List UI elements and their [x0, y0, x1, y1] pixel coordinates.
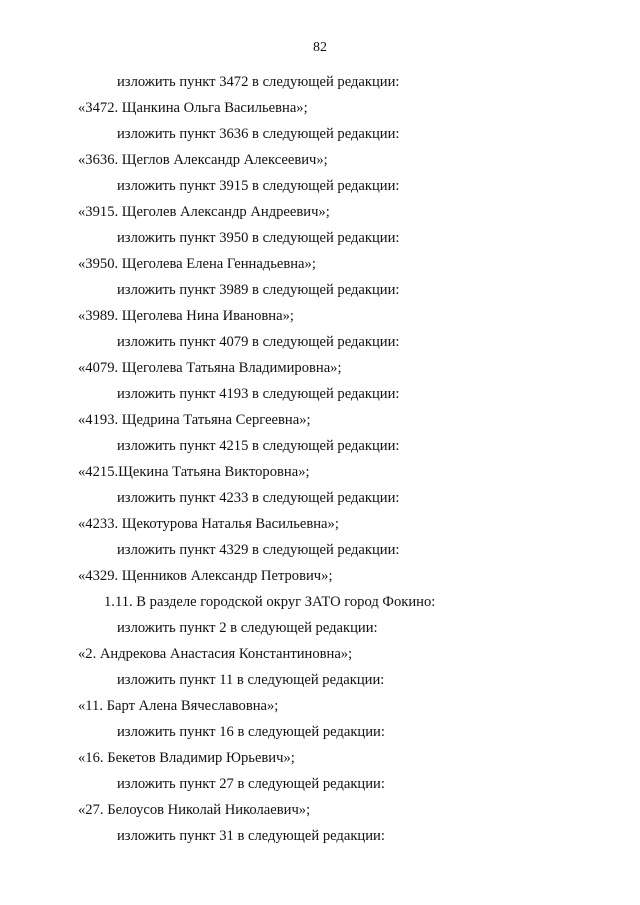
instruction-line: изложить пункт 3915 в следующей редакции:: [117, 178, 400, 194]
entry-line: «4215.Щекина Татьяна Викторовна»;: [78, 464, 310, 480]
entry-line: «4079. Щеголева Татьяна Владимировна»;: [78, 360, 342, 376]
instruction-line: изложить пункт 4329 в следующей редакции:: [117, 542, 400, 558]
entry-line: «4329. Щенников Александр Петрович»;: [78, 568, 333, 584]
entry-line: «3989. Щеголева Нина Ивановна»;: [78, 308, 294, 324]
entry-line: «3915. Щеголев Александр Андреевич»;: [78, 204, 330, 220]
entry-line: «27. Белоусов Николай Николаевич»;: [78, 802, 311, 818]
instruction-line: изложить пункт 4215 в следующей редакции:: [117, 438, 400, 454]
page-number: 82: [313, 40, 327, 55]
instruction-line: изложить пункт 3636 в следующей редакции:: [117, 126, 400, 142]
section-heading: 1.11. В разделе городской округ ЗАТО город Фокино:: [104, 594, 436, 610]
instruction-line: изложить пункт 3472 в следующей редакции:: [117, 74, 400, 90]
entry-line: «11. Барт Алена Вячеславовна»;: [78, 698, 279, 714]
entry-line: «4193. Щедрина Татьяна Сергеевна»;: [78, 412, 311, 428]
instruction-line: изложить пункт 4193 в следующей редакции:: [117, 386, 400, 402]
instruction-line: изложить пункт 16 в следующей редакции:: [117, 724, 385, 740]
entry-line: «16. Бекетов Владимир Юрьевич»;: [78, 750, 295, 766]
instruction-line: изложить пункт 4079 в следующей редакции:: [117, 334, 400, 350]
entry-line: «4233. Щекотурова Наталья Васильевна»;: [78, 516, 339, 532]
entry-line: «3472. Щанкина Ольга Васильевна»;: [78, 100, 308, 116]
document-body: [0, 73, 640, 853]
instruction-line: изложить пункт 3989 в следующей редакции:: [117, 282, 400, 298]
entry-line: «3950. Щеголева Елена Геннадьевна»;: [78, 256, 316, 272]
entry-line: «3636. Щеглов Александр Алексеевич»;: [78, 152, 328, 168]
instruction-line: изложить пункт 4233 в следующей редакции:: [117, 490, 400, 506]
entry-line: «2. Андрекова Анастасия Константиновна»;: [78, 646, 353, 662]
instruction-line: изложить пункт 3950 в следующей редакции:: [117, 230, 400, 246]
instruction-line: изложить пункт 2 в следующей редакции:: [117, 620, 378, 636]
instruction-line: изложить пункт 31 в следующей редакции:: [117, 828, 385, 844]
instruction-line: изложить пункт 27 в следующей редакции:: [117, 776, 385, 792]
instruction-line: изложить пункт 11 в следующей редакции:: [117, 672, 385, 688]
